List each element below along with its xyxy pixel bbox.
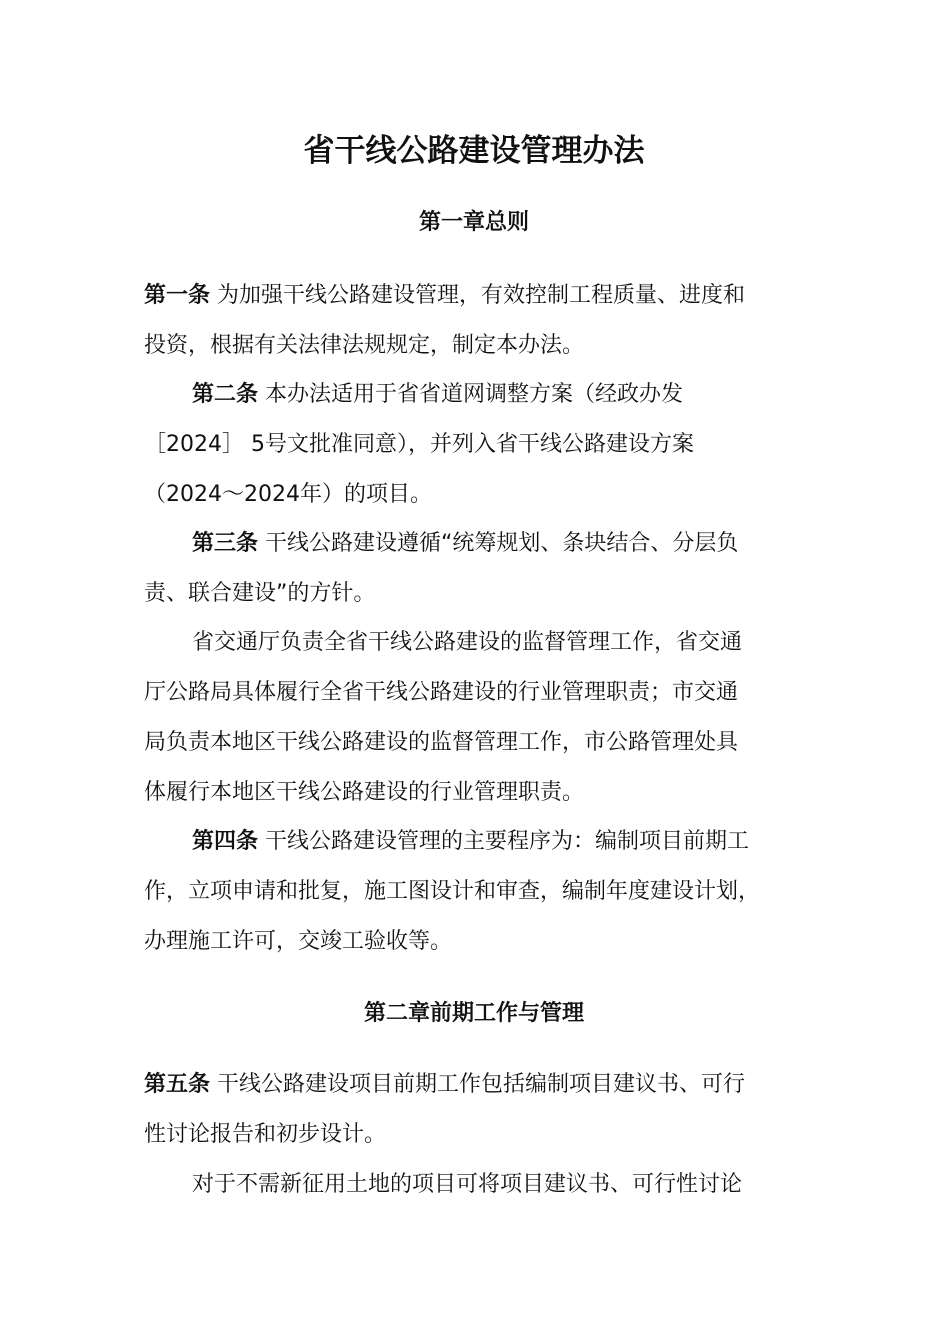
article-5-line-1 <box>144 1060 804 1110</box>
article-1-line-2: 投资，根据有关法律法规规定，制定本办法。 <box>144 333 585 358</box>
article-4-text-1: 干线公路建设管理的主要程序为：编制项目前期工 <box>258 829 750 854</box>
article-5-line-2: 性讨论报告和初步设计。 <box>144 1122 387 1147</box>
article-3-text-1: 干线公路建设遵循“统筹规划、条块结合、分层负 <box>258 531 739 556</box>
paragraph-1-line-4: 体履行本地区干线公路建设的行业管理职责。 <box>144 780 585 805</box>
article-2 <box>144 370 804 520</box>
chapter-heading-1: 第一章总则 <box>418 210 529 235</box>
article-4-line-2: 作，立项申请和批复，施工图设计和审查，编制年度建设计划， <box>144 879 761 904</box>
article-3-line-2: 责、联合建设”的方针。 <box>144 581 376 606</box>
chapter-heading-2: 第二章前期工作与管理 <box>363 1001 584 1026</box>
article-4-line-1 <box>144 817 804 867</box>
paragraph-2-line-1: 对于不需新征用土地的项目可将项目建议书、可行性讨论 <box>192 1172 743 1197</box>
article-3 <box>144 519 804 619</box>
article-5 <box>144 1060 804 1160</box>
article-2-label: 第二条 <box>192 382 259 407</box>
article-2-text-1: 本办法适用于省省道网调整方案（经政办发 <box>258 382 684 407</box>
article-4-line-3: 办理施工许可，交竣工验收等。 <box>144 929 453 954</box>
article-1-label: 第一条 <box>144 283 211 308</box>
paragraph-1-line-2: 厅公路局具体履行全省干线公路建设的行业管理职责；市交通 <box>144 680 739 705</box>
paragraph-1-line-3: 局负责本地区干线公路建设的监督管理工作，市公路管理处具 <box>144 730 739 755</box>
article-1-line-1 <box>144 271 804 321</box>
article-1-text-1: 为加强干线公路建设管理，有效控制工程质量、进度和 <box>210 283 746 308</box>
article-2-line-2: ［2024］ 5号文批准同意），并列入省干线公路建设方案 <box>144 432 694 457</box>
article-3-label: 第三条 <box>192 531 259 556</box>
article-2-line-1 <box>144 370 804 420</box>
paragraph-responsibilities <box>144 618 804 818</box>
paragraph-land <box>144 1160 804 1210</box>
article-4 <box>144 817 804 967</box>
article-5-text-1: 干线公路建设项目前期工作包括编制项目建议书、可行 <box>210 1072 746 1097</box>
document-title: 省干线公路建设管理办法 <box>303 133 645 169</box>
paragraph-1-line-1: 省交通厅负责全省干线公路建设的监督管理工作，省交通 <box>192 630 743 655</box>
article-4-label: 第四条 <box>192 829 259 854</box>
article-1 <box>144 271 804 371</box>
article-2-line-3: （2024～2024年）的项目。 <box>144 482 432 507</box>
article-3-line-1 <box>144 519 804 569</box>
article-5-label: 第五条 <box>144 1072 211 1097</box>
